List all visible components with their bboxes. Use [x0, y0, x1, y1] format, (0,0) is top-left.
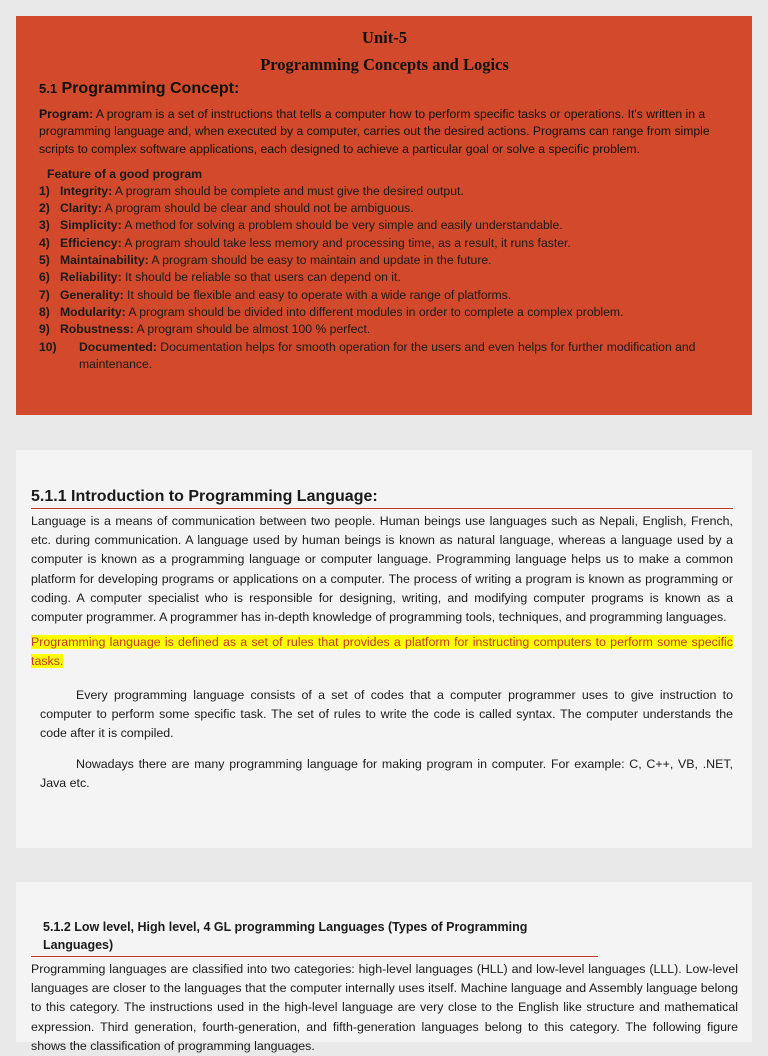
item-number: 3) — [39, 218, 50, 233]
definition-highlight — [31, 633, 733, 671]
item-term: Generality: — [60, 287, 124, 302]
item-text: A program should be divided into different modules in order to complete a complex problem. — [125, 304, 624, 319]
section-heading — [39, 78, 730, 100]
list-item — [39, 200, 730, 217]
item-term: Reliability: — [60, 270, 122, 285]
item-term: Modularity: — [60, 304, 126, 319]
section-heading: 5.1.2 Low level, High level, 4 GL programming Languages (Types of Programming Languages) — [31, 918, 598, 957]
item-number: 5) — [39, 253, 50, 268]
code-paragraph: Every programming language consists of a set of codes that a computer programmer uses to give instruction to computer to perform some specific task. The set of rules to write the code is called syntax. The computer understands the code after it is compiled. — [40, 687, 733, 741]
item-text: Documentation helps for smooth operation for the users and even helps for further modification and maintenance. — [79, 339, 696, 371]
list-item — [39, 339, 730, 374]
item-number: 6) — [39, 270, 50, 285]
item-number: 7) — [39, 287, 50, 302]
list-item — [39, 287, 730, 304]
item-text: A program should take less memory and processing time, as a result, it runs faster. — [121, 235, 571, 250]
item-term: Efficiency: — [60, 235, 122, 250]
slide-intro-programming-language — [16, 450, 752, 848]
item-term: Robustness: — [60, 322, 134, 337]
item-number: 8) — [39, 304, 50, 319]
program-label: Program: — [39, 107, 94, 121]
list-item — [39, 235, 730, 252]
types-paragraph: Programming languages are classified into two categories: high-level languages (HLL) and low-level languages (LLL). Low-level languages are closer to the languages that the computer internally uses itself. Machine language and Assembly language belong to this category. The instructions used in the high-level language are very close to the English like structure and mathematical expression. Third generation, fourth-generation, and fifth-generation languages belong to this category. The following figure shows the classification of programming languages. — [31, 962, 738, 1053]
slide-types-of-languages — [16, 882, 752, 1053]
item-text: A method for solving a problem should be very simple and easily understandable. — [121, 218, 563, 233]
item-term: Maintainability: — [60, 253, 149, 268]
item-text: It should be flexible and easy to operate with a wide range of platforms. — [123, 287, 512, 302]
features-heading: Feature of a good program — [47, 166, 203, 181]
chapter-title: Programming Concepts and Logics — [260, 55, 509, 74]
item-text: It should be reliable so that users can depend on it. — [121, 270, 401, 285]
examples-paragraph: Nowadays there are many programming language for making program in computer. For example: C, C++, VB, .NET, Java etc. — [40, 757, 733, 791]
section-title: Programming Concept: — [61, 80, 240, 97]
intro-paragraph: Language is a means of communication between two people. Human beings use languages such as Nepali, English, French, etc. during communication. A language used by human beings is known as natural language, whereas a language used by a computer is known as a programming language or computer language. Programming language helps us to make a common platform for developing programs or applications on a computer. The process of writing a program is known as programming or coding. A computer specialist who is responsible for designing, writing, and modifying computer programs is known as a computer programmer. A programmer has in-depth knowledge of programming tools, techniques, and programming languages. — [31, 514, 733, 625]
features-list — [39, 183, 730, 373]
list-item — [39, 304, 730, 321]
list-item — [39, 252, 730, 269]
list-item — [39, 321, 730, 338]
list-item — [39, 217, 730, 234]
program-definition — [39, 106, 730, 158]
list-item — [39, 269, 730, 286]
highlighted-text: Programming language is defined as a set of rules that provides a platform for instructing computers to perform some specific tasks. — [31, 635, 733, 669]
item-number: 9) — [39, 322, 50, 337]
item-term: Simplicity: — [60, 218, 122, 233]
section-number: 5.1 — [39, 81, 58, 96]
item-number: 2) — [39, 201, 50, 216]
item-number: 10) — [39, 339, 57, 354]
item-number: 1) — [39, 183, 50, 198]
item-term: Integrity: — [60, 183, 113, 198]
item-number: 4) — [39, 235, 50, 250]
program-text: A program is a set of instructions that tells a computer how to perform specific tasks or operations. It's written in a programming language and, when executed by a computer, carries out the desired actions. Programs can range from simple scripts to complex software applications, each designed to achieve a particular goal or solve a specific problem. — [39, 107, 710, 156]
unit-title: Unit-5 — [362, 28, 407, 47]
item-text: A program should be complete and must give the desired output. — [112, 183, 464, 198]
item-text: A program should be almost 100 % perfect. — [133, 322, 371, 337]
item-text: A program should be easy to maintain and update in the future. — [148, 253, 492, 268]
item-term: Documented: — [79, 339, 157, 354]
list-item — [39, 183, 730, 200]
item-term: Clarity: — [60, 201, 102, 216]
section-heading: 5.1.1 Introduction to Programming Language: — [31, 486, 733, 509]
slide-programming-concept — [16, 16, 752, 415]
item-text: A program should be clear and should not be ambiguous. — [102, 201, 414, 216]
